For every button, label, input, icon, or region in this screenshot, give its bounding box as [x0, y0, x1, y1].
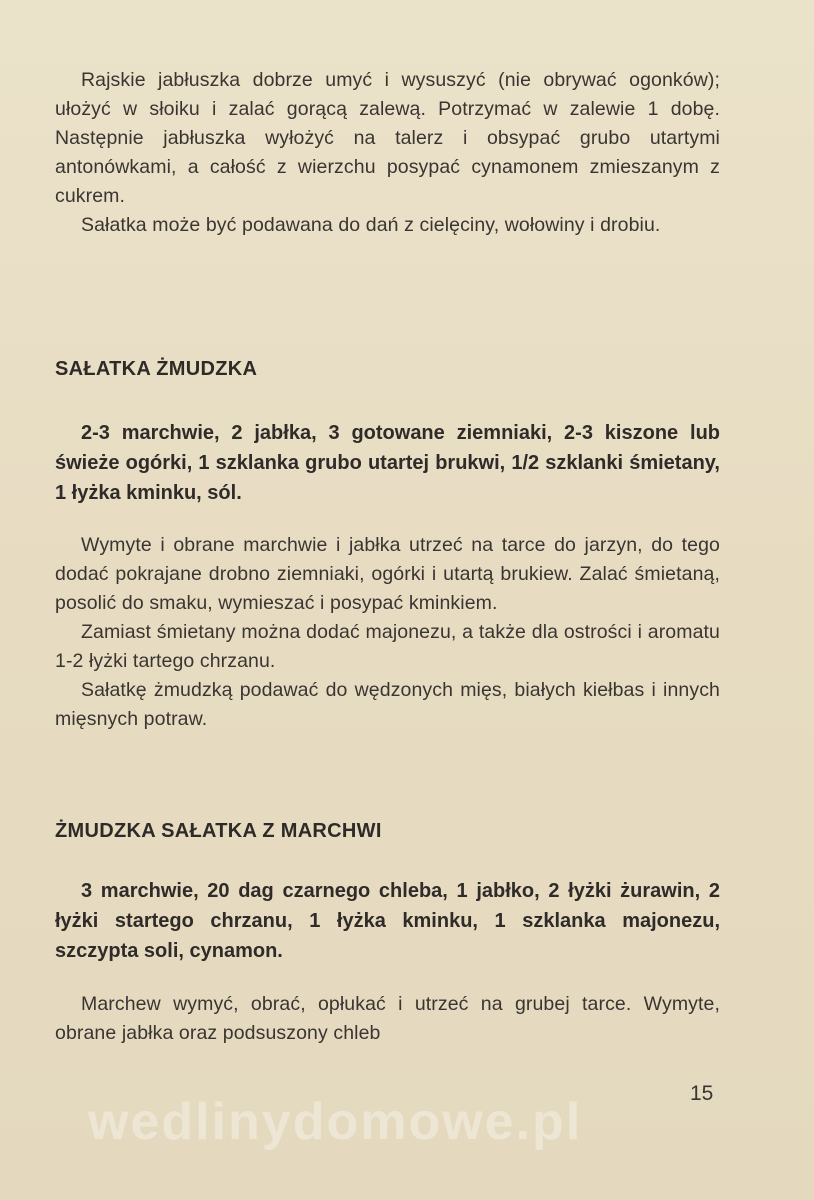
intro-paragraph-1: Rajskie jabłuszka dobrze umyć i wysuszyć (nie obrywać ogonków); ułożyć w słoiku i zalać gorącą zalewą. Potrzymać w zalewie 1 dobę. Następnie jabłuszka wyłożyć na talerz i obsypać grubo utartymi antonówkami, a całość z wierzchu posypać cynamonem zmieszanym z cukrem.: [55, 69, 720, 207]
recipe2-paragraph-1: Marchew wymyć, obrać, opłukać i utrzeć na grubej tarce. Wymyte, obrane jabłka oraz podsuszony chleb: [55, 993, 720, 1044]
recipe1-ingredients: [55, 418, 720, 508]
recipe1-title: SAŁATKA ŻMUDZKA: [55, 358, 258, 380]
recipe2-ingredients-text: 3 marchwie, 20 dag czarnego chleba, 1 jabłko, 2 łyżki żurawin, 2 łyżki startego chrzanu, 1 łyżka kminku, 1 szklanka majonezu, szczypta soli, cynamon.: [55, 880, 720, 962]
recipe1-instructions: [55, 531, 720, 734]
recipe2-instructions: [55, 990, 720, 1048]
intro-paragraph-2: Sałatka może być podawana do dań z cielęciny, wołowiny i drobiu.: [81, 214, 661, 236]
recipe2-ingredients: [55, 876, 720, 966]
recipe2-title: ŻMUDZKA SAŁATKA Z MARCHWI: [55, 820, 382, 842]
page-number: 15: [690, 1082, 714, 1105]
recipe1-paragraph-3: Sałatkę żmudzką podawać do wędzonych mięs, białych kiełbas i innych mięsnych potraw.: [55, 679, 720, 730]
recipe1-paragraph-1: Wymyte i obrane marchwie i jabłka utrzeć na tarce do jarzyn, do tego dodać pokrajane drobno ziemniaki, ogórki i utartą brukiew. Zalać śmietaną, posolić do smaku, wymieszać i posypać kminkiem.: [55, 534, 720, 614]
intro-text: [55, 66, 720, 240]
recipe1-ingredients-text: 2-3 marchwie, 2 jabłka, 3 gotowane ziemniaki, 2-3 kiszone lub świeże ogórki, 1 szklanka grubo utartej brukwi, 1/2 szklanki śmietany, 1 łyżka kminku, sól.: [55, 422, 720, 504]
recipe1-paragraph-2: Zamiast śmietany można dodać majonezu, a także dla ostrości i aromatu 1-2 łyżki tartego chrzanu.: [55, 621, 720, 672]
watermark: wedlinydomowe.pl: [88, 1093, 583, 1151]
